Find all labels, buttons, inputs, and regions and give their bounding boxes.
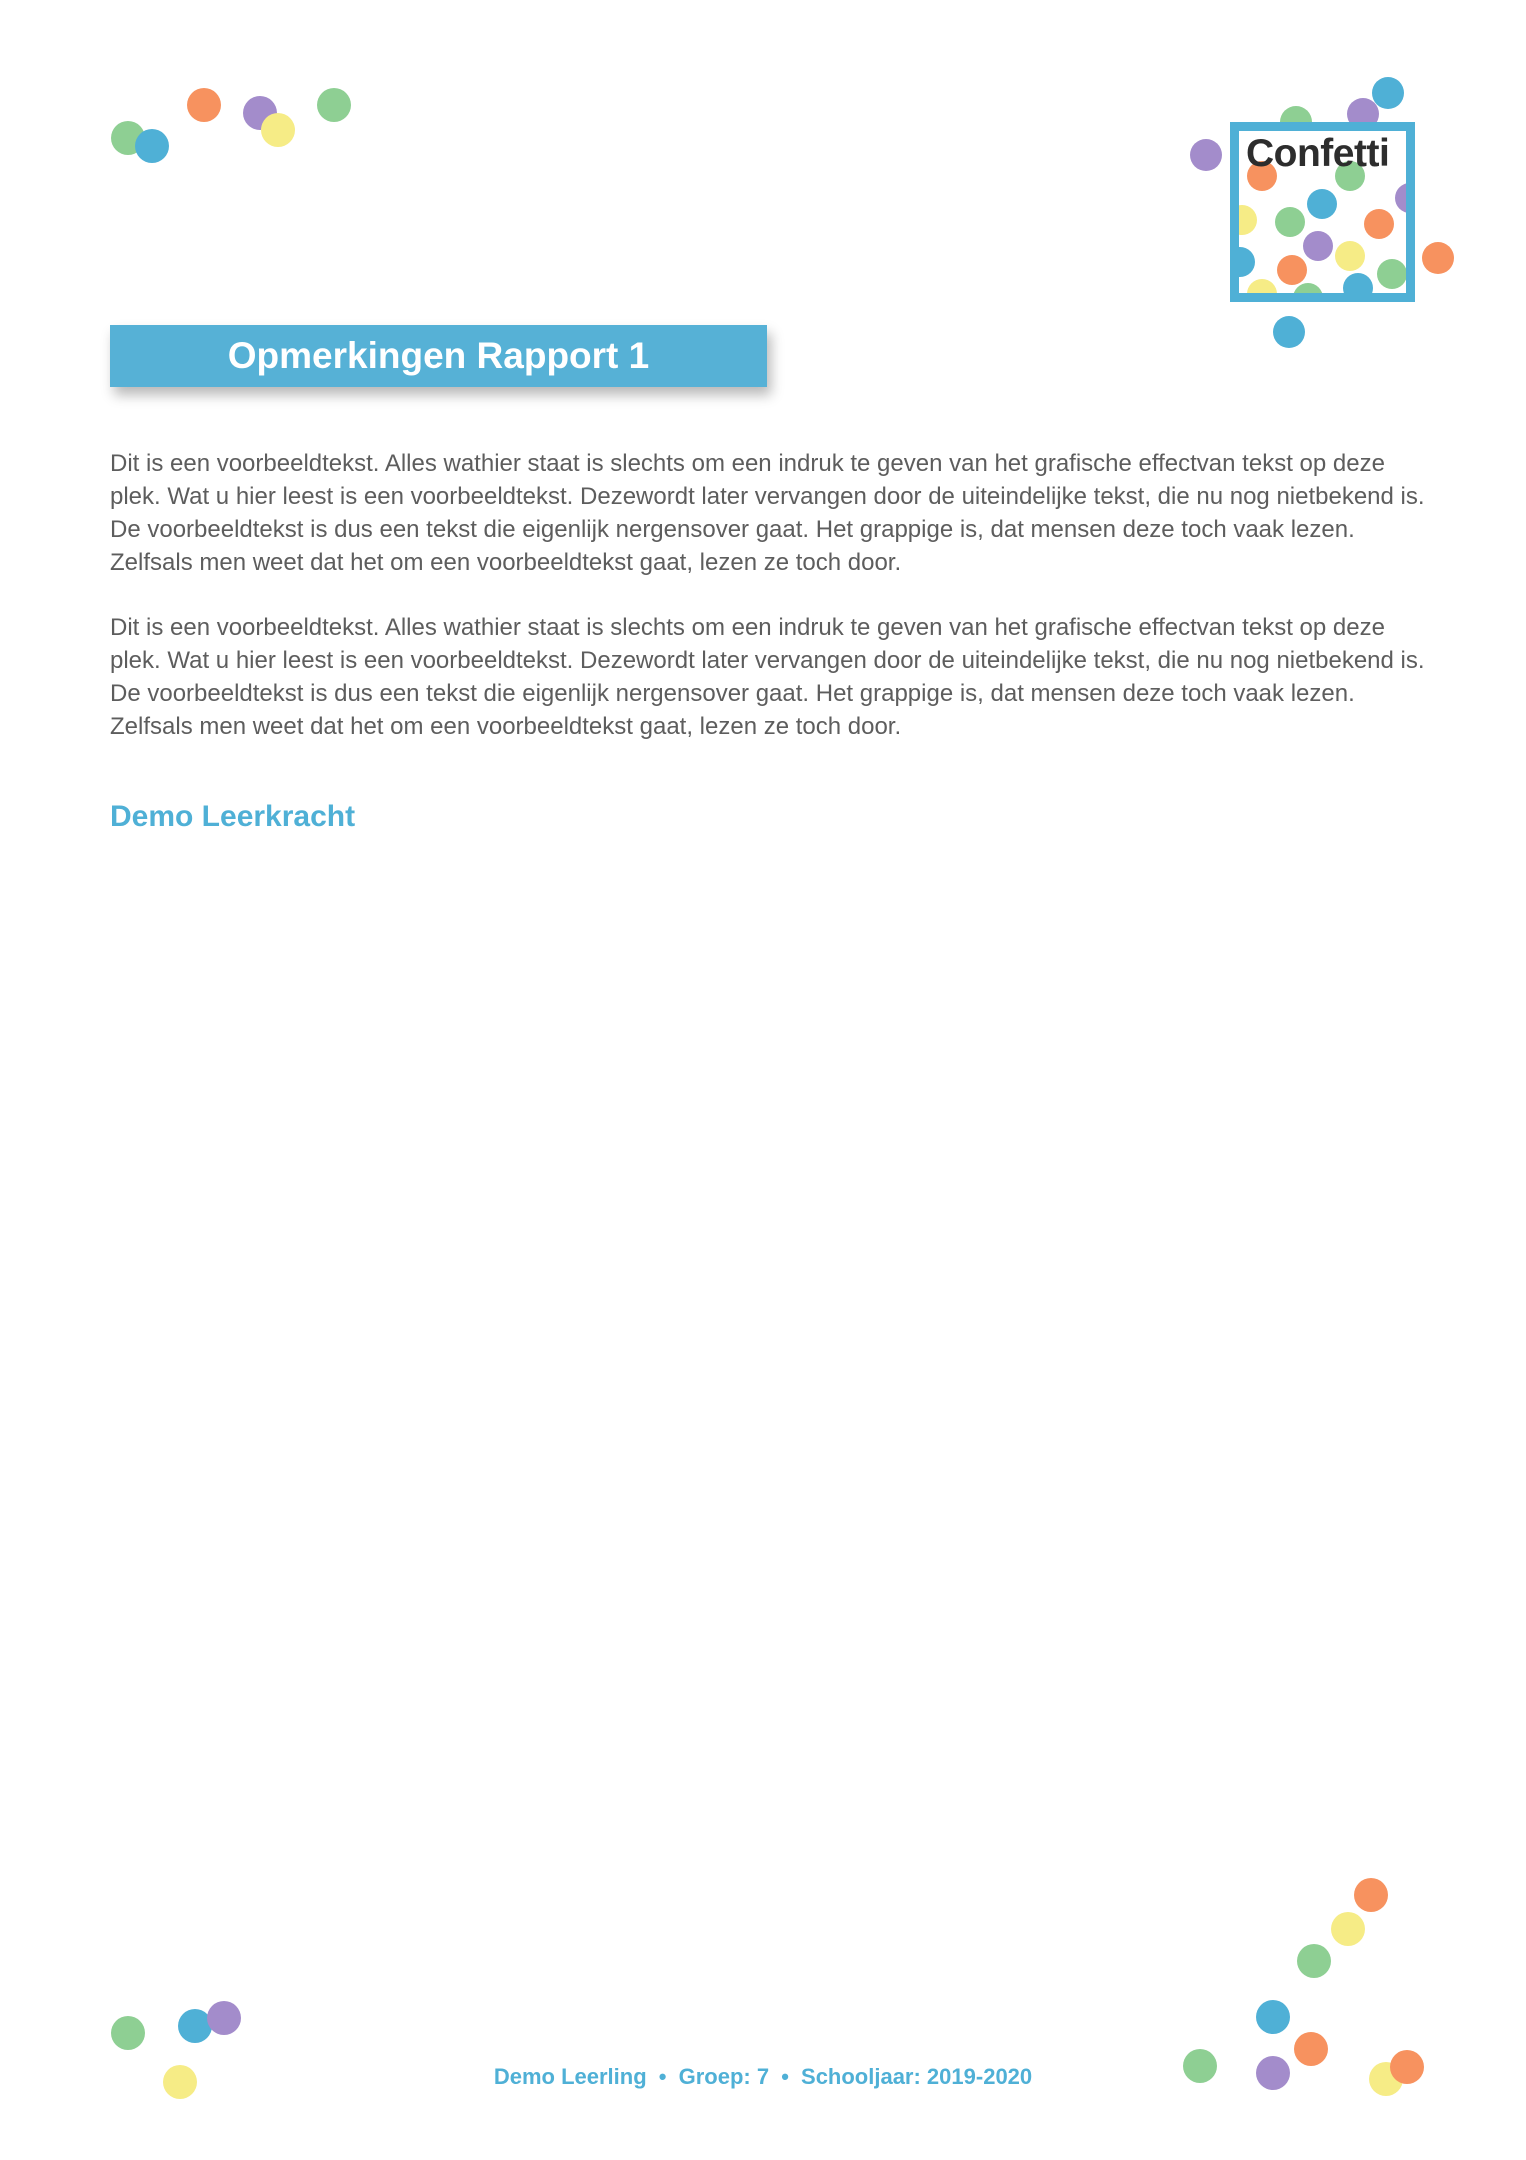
confetti-dot — [1293, 283, 1323, 302]
confetti-dot — [1230, 205, 1257, 235]
footer-separator: • — [781, 2064, 789, 2089]
confetti-dot — [1395, 183, 1415, 213]
confetti-dot — [1422, 242, 1454, 274]
confetti-dot — [1273, 316, 1305, 348]
footer-separator: • — [658, 2064, 667, 2089]
confetti-dot — [1190, 139, 1222, 171]
confetti-dot — [1335, 241, 1365, 271]
confetti-dot — [1343, 273, 1373, 302]
confetti-dot — [1297, 1944, 1331, 1978]
confetti-dot — [111, 2016, 145, 2050]
confetti-dot — [135, 129, 169, 163]
confetti-dot — [207, 2001, 241, 2035]
confetti-dot — [1277, 255, 1307, 285]
footer-group: Groep: 7 — [678, 2064, 770, 2089]
page-title: Opmerkingen Rapport 1 — [227, 335, 650, 376]
footer-student: Demo Leerling — [493, 2064, 647, 2089]
confetti-dot — [1275, 207, 1305, 237]
logo-text: Confetti — [1246, 132, 1390, 175]
confetti-dot — [1230, 247, 1255, 277]
confetti-dot — [1256, 2000, 1290, 2034]
teacher-signature: Demo Leerkracht — [110, 800, 356, 833]
confetti-dot — [1377, 259, 1407, 289]
body-paragraph: Dit is een voorbeeldtekst. Alles wathier staat is slechts om een indruk te geven van het grafische effectvan tekst op deze plek. Wat u hier leest is een voorbeeldtekst. Dezewordt later vervangen door de uiteindelijke tekst, die nu nog nietbekend is. De voorbeeldtekst is dus een tekst die eigenlijk nergensover gaat. Het grappige is, dat mensen deze toch vaak lezen. Zelfsals men weet dat het om een voorbeeldtekst gaat, lezen ze toch door. — [110, 614, 1425, 740]
confetti-dot — [1303, 231, 1333, 261]
body-paragraph: Dit is een voorbeeldtekst. Alles wathier staat is slechts om een indruk te geven van het grafische effectvan tekst op deze plek. Wat u hier leest is een voorbeeldtekst. Dezewordt later vervangen door de uiteindelijke tekst, die nu nog nietbekend is. De voorbeeldtekst is dus een tekst die eigenlijk nergensover gaat. Het grappige is, dat mensen deze toch vaak lezen. Zelfsals men weet dat het om een voorbeeldtekst gaat, lezen ze toch door. — [110, 450, 1425, 576]
confetti-dot — [1331, 1912, 1365, 1946]
title-banner — [110, 325, 767, 387]
confetti-dot — [1247, 279, 1277, 302]
confetti-dot — [261, 113, 295, 147]
footer-school-year: Schooljaar: 2019-2020 — [801, 2064, 1033, 2089]
confetti-dot — [1364, 209, 1394, 239]
confetti-dot — [1294, 2032, 1328, 2066]
confetti-dot — [1372, 77, 1404, 109]
confetti-dot — [1354, 1878, 1388, 1912]
confetti-dot — [317, 88, 351, 122]
confetti-dot — [187, 88, 221, 122]
page-footer — [0, 2064, 1526, 2090]
confetti-dot — [1307, 189, 1337, 219]
